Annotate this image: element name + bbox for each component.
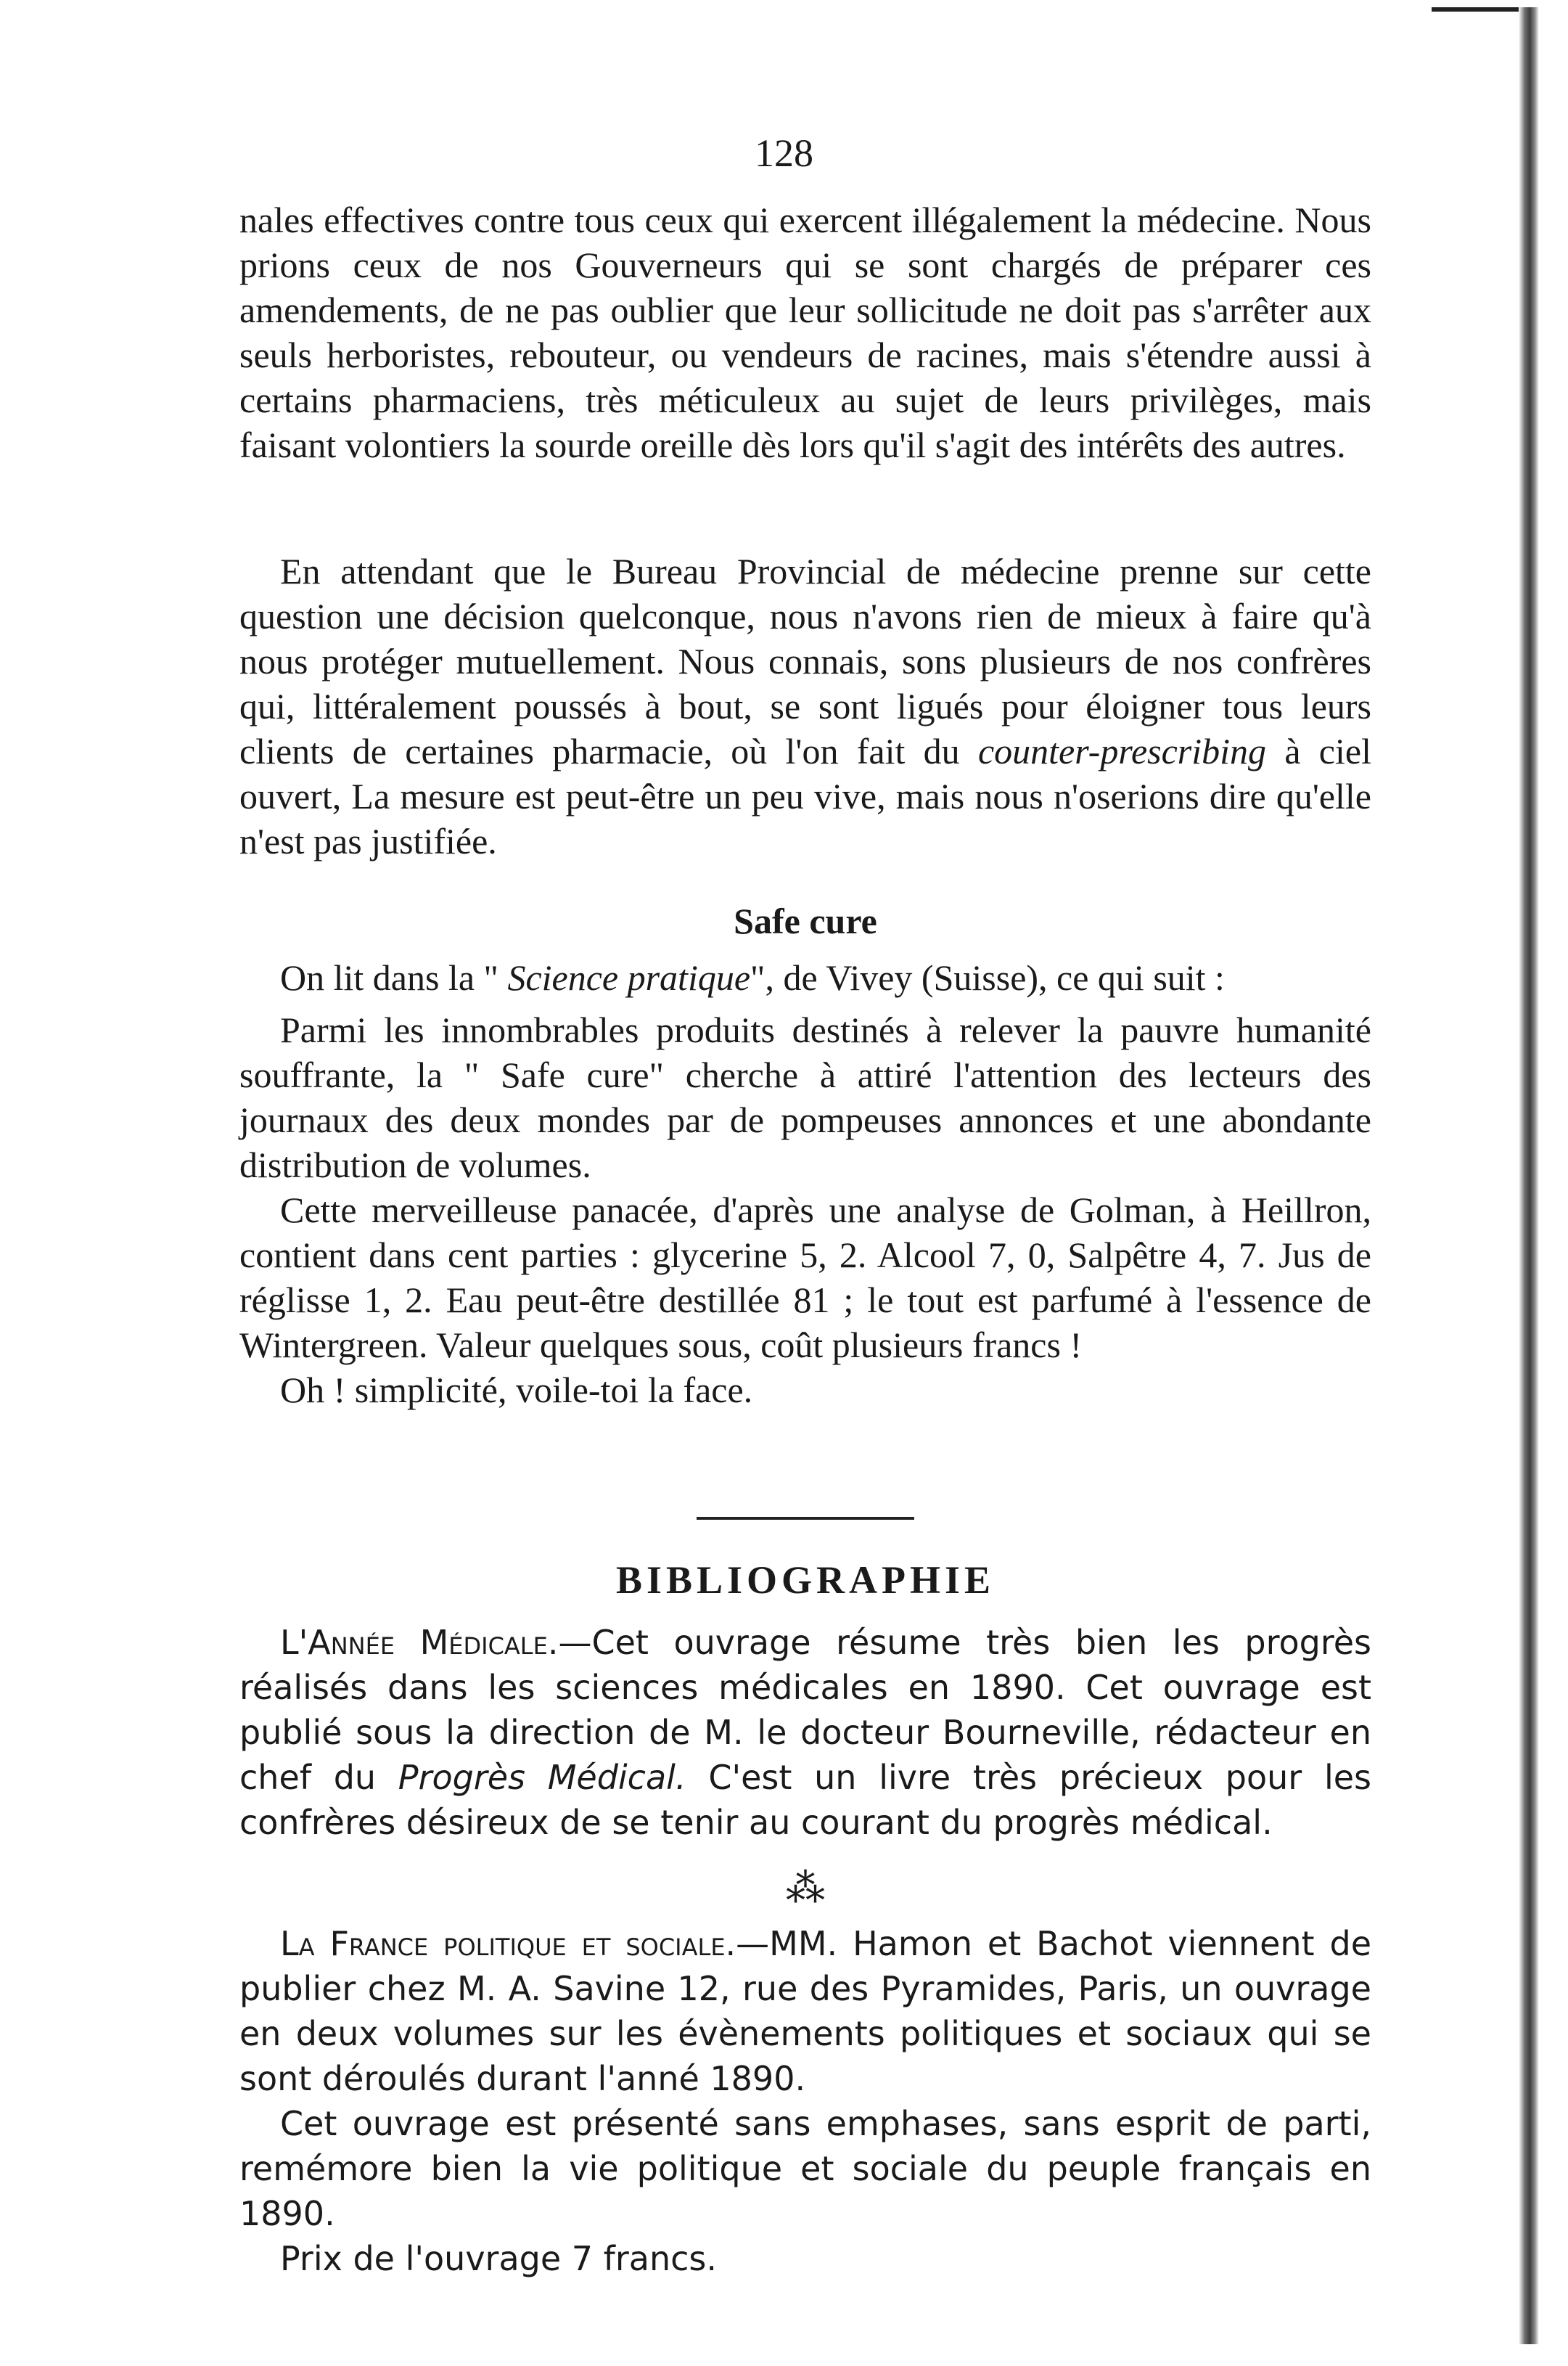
bibliography-entry-price: Prix de l'ouvrage 7 francs.	[280, 2239, 717, 2278]
safe-cure-intro: On lit dans la " Science pratique", de Vivey (Suisse), ce qui suit :	[280, 957, 1225, 998]
entry-italic-title: Progrès Médical.	[398, 1758, 686, 1797]
bibliography-entry: La France politique et sociale.—MM. Hamon et Bachot viennent de publier chez M. A. Savine 12, rue des Pyramides, Paris, un ouvrage en deux volumes sur les évènements politiques et sociaux qui se sont déroulés durant l'anné 1890.	[239, 1924, 1371, 2098]
para2-text-b: à ciel ouvert, La mesure est peut-être un peu vive, mais nous n'oserions dire qu'elle n'est pas justifiée.	[239, 731, 1371, 861]
safe-cure-paragraph: Cette merveilleuse panacée, d'après une analyse de Golman, à Heillron, contient dans cent parties : glycerine 5, 2. Alcool 7, 0, Salpêtre 4, 7. Jus de réglisse 1, 2. Eau peut-être destillée 81 ; le tout est parfumé à l'essence de Wintergreen. Valeur quelques sous, coût plusieurs francs !	[239, 1190, 1371, 1365]
article-continuation	[239, 197, 1371, 467]
paragraph-protection	[239, 549, 1371, 864]
page-number: 128	[755, 131, 813, 175]
asterism-separator: ⁂	[786, 1867, 825, 1910]
para2-italic: counter-prescribing	[977, 731, 1267, 771]
bibliography-section	[239, 1517, 1371, 2281]
entry-lead: La France politique et sociale.	[280, 1924, 736, 1963]
bibliography-entry-paragraph: Cet ouvrage est présenté sans emphases, sans esprit de parti, remémore bien la vie politique et sociale du peuple français en 1890.	[239, 2104, 1371, 2233]
safe-cure-paragraph: Parmi les innombrables produits destinés à relever la pauvre humanité souffrante, la " Safe cure" cherche à attiré l'attention des lecteurs des journaux des deux mondes par de pompeuses annonces et une abondante distribution de volumes.	[239, 1010, 1371, 1185]
para2-text-a: En attendant que le Bureau Provincial de médecine prenne sur cette question une décision quelconque, nous n'avons rien de mieux à faire qu'à nous protéger mutuellement. Nous connais, sons plusieurs de nos confrères qui, littéralement poussés à bout, se sont ligués pour éloigner tous leurs clients de certaines pharmacie, où l'on fait du	[239, 551, 1371, 771]
page-edge-shadow	[1519, 7, 1539, 2344]
section-heading-safe-cure: Safe cure	[734, 901, 877, 941]
safe-cure-paragraph: Oh ! simplicité, voile-toi la face.	[280, 1370, 753, 1410]
page-corner-mark	[1432, 7, 1519, 12]
section-heading-bibliographie: BIBLIOGRAPHIE	[615, 1558, 996, 1602]
section-divider	[697, 1517, 914, 1520]
entry-lead: L'Année Médicale.	[280, 1623, 559, 1662]
paragraph-illegal-practice: nales effectives contre tous ceux qui exercent illégalement la médecine. Nous prions ceux de nos Gouverneurs qui se sont chargés de préparer ces amendements, de ne pas oublier que leur sollicitude ne doit pas s'arrêter aux seuls herboristes, rebouteur, ou vendeurs de racines, mais s'étendre aussi à certains pharmaciens, très méticuleux au sujet de leurs privilèges, mais faisant volontiers la sourde oreille dès lors qu'il s'agit des intérêts des autres.	[239, 200, 1371, 465]
safe-cure-section	[239, 900, 1371, 1412]
safe-cure-intro-italic: Science pratique	[507, 957, 751, 998]
bibliography-entry: L'Année Médicale.—Cet ouvrage résume très bien les progrès réalisés dans les sciences médicales en 1890. Cet ouvrage est publié sous la direction de M. le docteur Bourneville, rédacteur en chef du Progrès Médical. C'est un livre très précieux pour les confrères désireux de se tenir au courant du progrès médical.	[239, 1623, 1371, 1842]
